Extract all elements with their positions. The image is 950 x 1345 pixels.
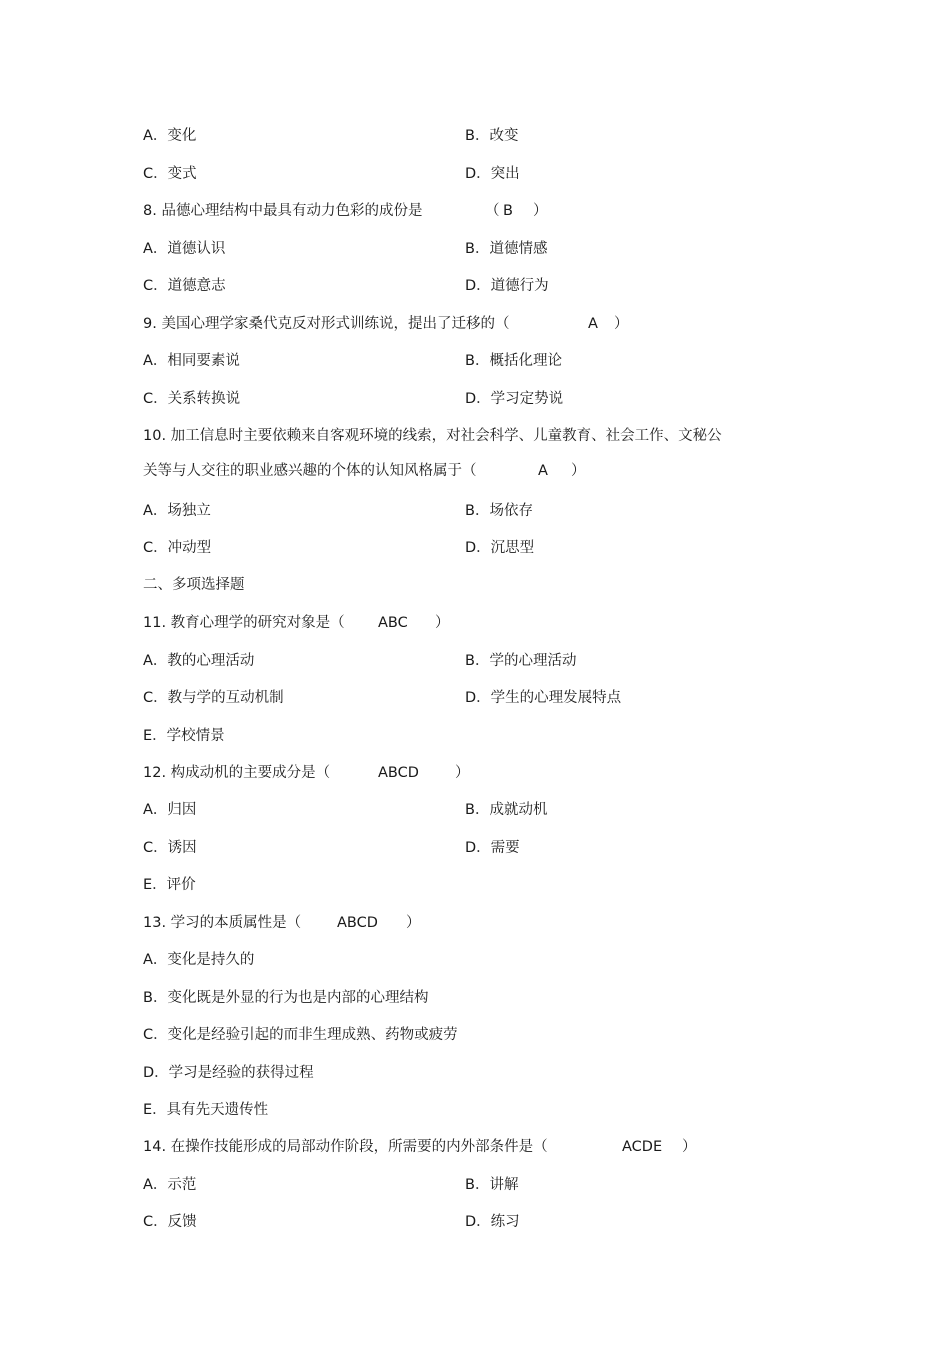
- option-d: D．学习定势说: [465, 391, 564, 407]
- option-c: C．反馈: [143, 1214, 197, 1230]
- section-title: 二、多项选择题: [143, 577, 245, 593]
- option-b: B．改变: [465, 128, 519, 144]
- option-a: A．变化: [143, 128, 197, 144]
- close-paren: ）: [455, 765, 470, 781]
- option-d: D．学习是经验的获得过程: [143, 1065, 314, 1081]
- option-b: B．道德情感: [465, 241, 548, 257]
- close-paren: ）: [682, 1139, 697, 1155]
- option-c: C．道德意志: [143, 278, 226, 294]
- question-stem: 11. 教育心理学的研究对象是（: [143, 615, 345, 631]
- question-stem: 9. 美国心理学家桑代克反对形式训练说，提出了迁移的（: [143, 316, 510, 332]
- option-a: A．变化是持久的: [143, 952, 255, 968]
- option-d: D．练习: [465, 1214, 520, 1230]
- question-stem: 关等与人交往的职业感兴趣的个体的认知风格属于（: [143, 463, 477, 479]
- answer: ABCD: [378, 765, 419, 781]
- option-a: A．示范: [143, 1177, 197, 1193]
- option-b: B．讲解: [465, 1177, 519, 1193]
- option-c: C．教与学的互动机制: [143, 690, 284, 706]
- option-d: D．需要: [465, 840, 520, 856]
- question-stem: 10. 加工信息时主要依赖来自客观环境的线索，对社会科学、儿童教育、社会工作、文秘公: [143, 428, 722, 444]
- answer: ABC: [378, 615, 408, 631]
- answer: B: [503, 203, 513, 219]
- option-a: A．归因: [143, 802, 197, 818]
- option-b: B．成就动机: [465, 802, 548, 818]
- option-b: B．变化既是外显的行为也是内部的心理结构: [143, 990, 429, 1006]
- answer: A: [538, 463, 548, 479]
- option-c: C．诱因: [143, 840, 197, 856]
- option-b: B．学的心理活动: [465, 653, 577, 669]
- question-stem: 12. 构成动机的主要成分是（: [143, 765, 331, 781]
- close-paren: ）: [614, 316, 629, 332]
- option-a: A．道德认识: [143, 241, 226, 257]
- answer: ACDE: [622, 1139, 663, 1155]
- question-stem: 8. 品德心理结构中最具有动力色彩的成份是: [143, 203, 423, 219]
- option-e: E．具有先天遗传性: [143, 1102, 269, 1118]
- option-d: D．突出: [465, 166, 520, 182]
- option-a: A．教的心理活动: [143, 653, 255, 669]
- option-c: C．变式: [143, 166, 197, 182]
- option-d: D．学生的心理发展特点: [465, 690, 622, 706]
- option-a: A．场独立: [143, 503, 211, 519]
- question-stem: 14. 在操作技能形成的局部动作阶段，所需要的内外部条件是（: [143, 1139, 548, 1155]
- option-c: C．变化是经验引起的而非生理成熟、药物或疲劳: [143, 1027, 458, 1043]
- option-e: E．评价: [143, 877, 196, 893]
- open-paren: （: [485, 203, 500, 219]
- close-paren: ）: [435, 615, 450, 631]
- close-paren: ）: [571, 463, 586, 479]
- option-c: C．冲动型: [143, 540, 212, 556]
- answer: ABCD: [337, 915, 378, 931]
- option-c: C．关系转换说: [143, 391, 241, 407]
- close-paren: ）: [406, 915, 421, 931]
- option-d: D．道德行为: [465, 278, 549, 294]
- option-a: A．相同要素说: [143, 353, 240, 369]
- answer: A: [588, 316, 598, 332]
- option-b: B．场依存: [465, 503, 533, 519]
- close-paren: ）: [533, 203, 548, 219]
- option-d: D．沉思型: [465, 540, 535, 556]
- option-b: B．概括化理论: [465, 353, 562, 369]
- option-e: E．学校情景: [143, 728, 225, 744]
- question-stem: 13. 学习的本质属性是（: [143, 915, 302, 931]
